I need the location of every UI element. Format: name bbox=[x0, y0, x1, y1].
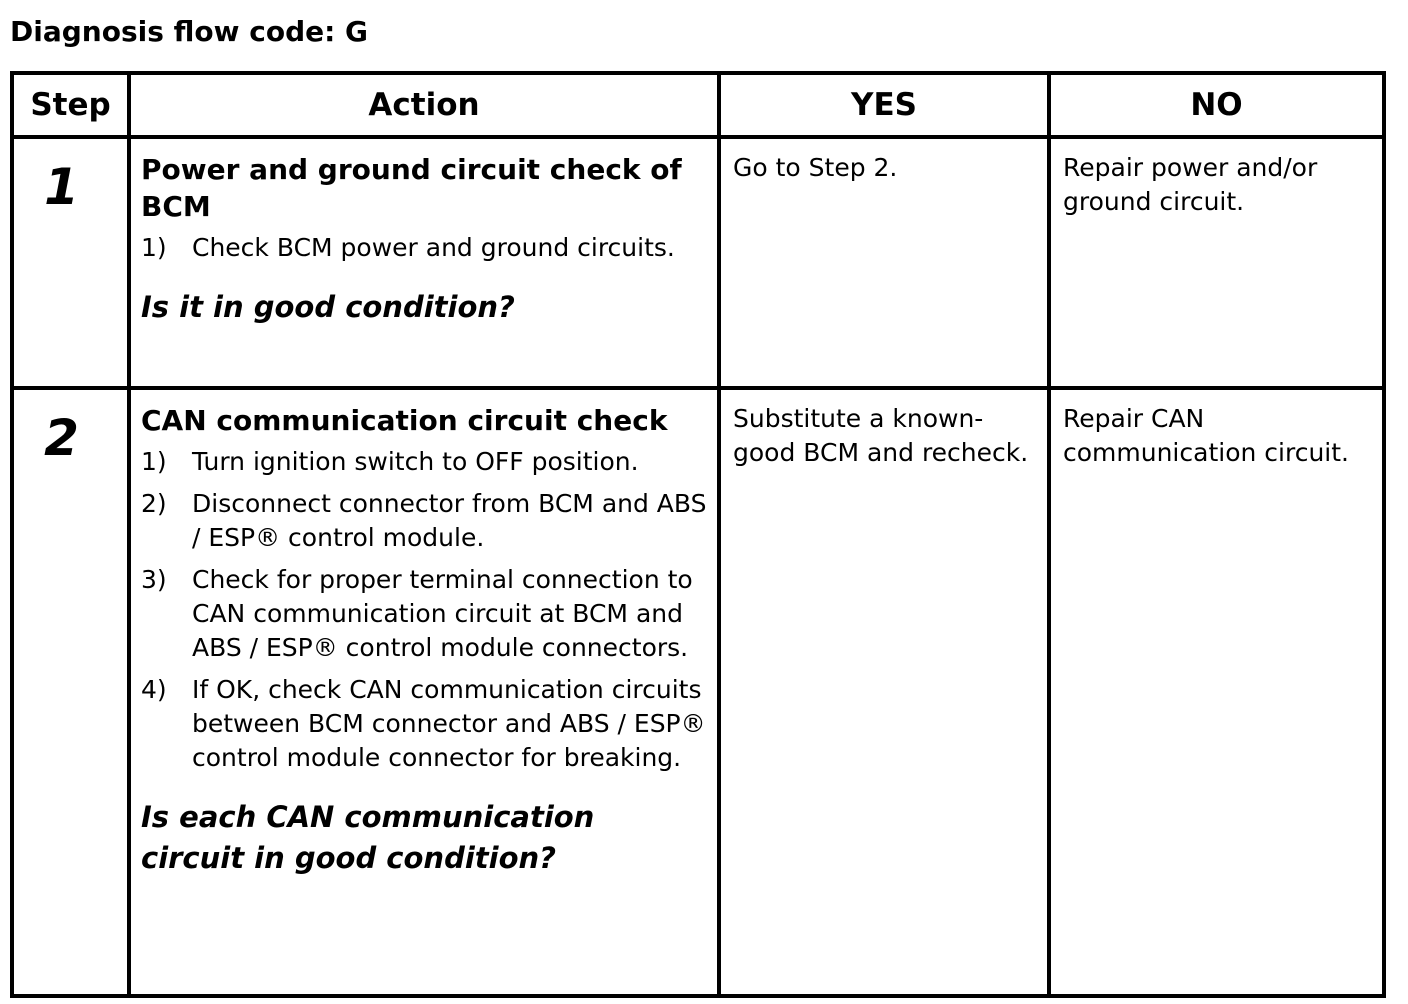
substep-number: 2) bbox=[141, 489, 167, 518]
substep-text: If OK, check CAN communication circuits between BCM connector and ABS / ESP® control module connector for breaking. bbox=[192, 675, 706, 772]
substep-number: 1) bbox=[141, 233, 167, 262]
step-number: 1 bbox=[44, 158, 79, 216]
action-title: Power and ground circuit check of BCM bbox=[141, 153, 682, 223]
action-question: Is it in good condition? bbox=[141, 290, 515, 324]
no-cell: Repair power and/or ground circuit. bbox=[1049, 137, 1384, 388]
step-number-cell bbox=[12, 137, 129, 388]
substep-number: 1) bbox=[141, 447, 167, 476]
substep-item bbox=[141, 487, 707, 555]
header-no: NO bbox=[1049, 73, 1384, 137]
substep-text: Check BCM power and ground circuits. bbox=[192, 233, 675, 262]
yes-cell: Substitute a known-good BCM and recheck. bbox=[719, 388, 1049, 996]
action-cell bbox=[129, 388, 719, 996]
yes-cell: Go to Step 2. bbox=[719, 137, 1049, 388]
action-title: CAN communication circuit check bbox=[141, 404, 668, 437]
table-row bbox=[12, 388, 1384, 996]
header-action: Action bbox=[129, 73, 719, 137]
step-number: 2 bbox=[44, 409, 79, 467]
page-title: Diagnosis flow code: G bbox=[10, 15, 369, 48]
table-row bbox=[12, 137, 1384, 388]
action-cell bbox=[129, 137, 719, 388]
substep-item bbox=[141, 563, 707, 665]
table-header-row bbox=[12, 73, 1384, 137]
substep-number: 3) bbox=[141, 565, 167, 594]
step-number-cell bbox=[12, 388, 129, 996]
header-step: Step bbox=[12, 73, 129, 137]
substep-list bbox=[141, 445, 707, 775]
action-question: Is each CAN communication circuit in good condition? bbox=[141, 800, 595, 875]
substep-item bbox=[141, 673, 707, 775]
substep-text: Disconnect connector from BCM and ABS / ESP® control module. bbox=[192, 489, 707, 552]
header-yes: YES bbox=[719, 73, 1049, 137]
substep-list bbox=[141, 231, 707, 265]
substep-item bbox=[141, 231, 707, 265]
substep-item bbox=[141, 445, 707, 479]
substep-text: Check for proper terminal connection to CAN communication circuit at BCM and ABS / ESP® control module connectors. bbox=[192, 565, 693, 662]
diagnosis-table bbox=[10, 71, 1386, 998]
substep-text: Turn ignition switch to OFF position. bbox=[192, 447, 639, 476]
no-cell: Repair CAN communication circuit. bbox=[1049, 388, 1384, 996]
substep-number: 4) bbox=[141, 675, 167, 704]
